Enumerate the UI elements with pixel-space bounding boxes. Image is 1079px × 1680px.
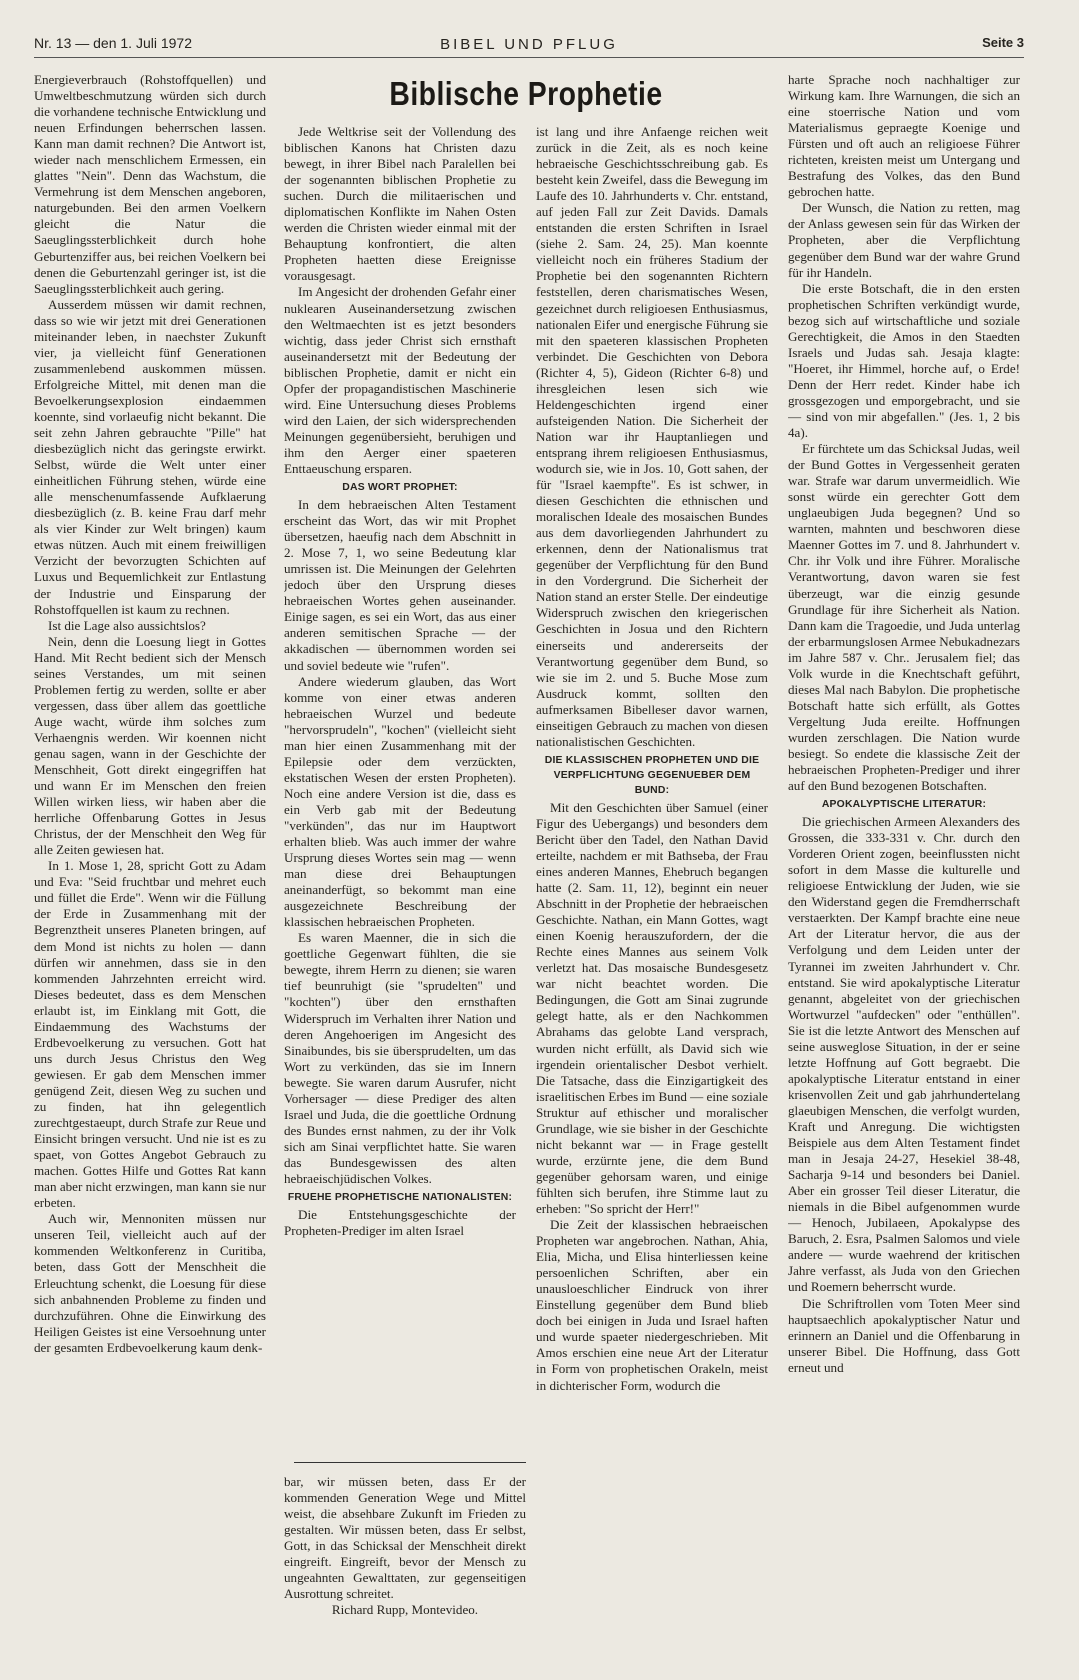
paragraph: Mit den Geschichten über Samuel (einer Figur des Uebergangs) und besonders dem Bericht über den Tadel, den Nathan David erteilte, nachdem er mit Bathseba, der Frau eines anderen Mannes, Ehebruch begangen hatte (2. Sam. 11, 12), beginnt ein neuer Abschnitt in der Prophetie der hebraeischen Geschichte. Nathan, ein Mann Gottes, wagt einen Koenig herauszufordern, der die Rechte eines Mannes aus seinem Volk verletzt hat. Das mosaische Bundesgesetz war nicht beachtet worden. Die Bedingungen, die Gott am Sinai zugrunde gelegt hatte, als er den Nachkommen Abrahams das gelobte Land versprach, wurden nicht erfüllt, als David sich wie irgendein orientalischer Desbot verhielt. Die Tatsache, dass die Einzigartigkeit des israelitischen Erbes im Bund — eine soziale Struktur auf ethischer und moralischer Grundlage, wie sie bisher in der Geschichte nicht bekannt war — in Frage gestellt wurde, erzürnte jene, die dem Bund gegenüber gehorsam waren, und einige fühlten sich berufen, ihre Stimme laut zu erheben: "So spricht der Herr!" (536, 799, 768, 1216)
paragraph: Er fürchtete um das Schicksal Judas, weil der Bund Gottes in Vergessenheit geraten war. Strafe war darum unvermeidlich. Wie sonst würde ein gerechter Gott dem unglaeubigen Juda begegnen? Und so warnten, mahnten und beschworen diese Maenner Gottes im 7. und 8. Jahrhundert v. Chr. ihr Volk und ihre Führer. Moralische Verantwortung, davon waren sie fest überzeugt, war die einzig gesunde Grundlage für ihre Sicherheit als Nation. Dann kam die Tragoedie, und Juda unterlag der erbarmungslosen Armee Nebukadnezars im Jahre 587 v. Chr.. Jerusalem fiel; das Volk wurde in die Knechtschaft geführt, dieses Mal nach Babylon. Die prophetische Botschaft hatte sich erfüllt, als Gottes Vergeltung Juda ereilte. Hoffnungen wurden zerschlagen. Die Nation wurde besiegt. So endete die klassische Zeit der hebraeischen Propheten-Prediger und ihrer auf den Bund bezogenen Botschaften. (788, 441, 1020, 794)
issue-date: Nr. 13 — den 1. Juli 1972 (34, 35, 192, 51)
paragraph: harte Sprache noch nachhaltiger zur Wirkung kam. Ihre Warnungen, die sich an eine stoerrische Nation und vom Materialismus gepraegte Koenige und Fürsten und oft auch an religioese Führer richteten, kreisten meist um Untergang und Bestrafung des Volkes, das den Bund gebrochen hatte. (788, 72, 1020, 200)
paragraph: ist lang und ihre Anfaenge reichen weit zurück in die Zeit, als es noch keine hebraeische Geschichtsschreibung gab. Es besteht kein Zweifel, dass die Bewegung im Laufe des 10. Jahrhunderts v. Chr. entstand, auf jeden Fall zur Zeit Davids. Damals entstanden die ersten Schriften in Israel (siehe 2. Sam. 24, 25). Man koennte vielleicht noch ein früheres Stadium der Prophetie bei den sogenannten Richtern feststellen, deren charismatisches Wesen, gezeichnet durch religioesen Enthusiasmus, nationalen Eifer und energische Führung sie mit den spaeteren klassischen Propheten verbindet. Die Geschichten von Debora (Richter 4, 5), Gideon (Richter 6-8) und ihresgleichen lesen sich wie Heldengeschichten irgend einer aufsteigenden Nation. Die Sicherheit der Nation war ihr Hauptanliegen und entsprang ihrem religioesen Enthusiasmus, wodurch sie, wie in Jos. 10, Gott sahen, der für "Israel kaempfte". Es ist schwer, in diesen Geschichten die ethnischen und moralischen Ideale des mosaischen Bundes aus dem davorliegenden Jahrhundert zu erkennen, denn der Nationalismus trat gegenüber der Verpflichtung für den Bund in den Vordergrund. Die Sicherheit der Nation stand an erster Stelle. Der eindeutige Widerspruch zwischen den kriegerischen Geschichten in Josua und den Richtern einerseits und andererseits der Verantwortung gegenüber dem Bund, so wie sie im 2. und 5. Buche Mose zum Ausdruck kommt, sollten den aufmerksamen Bibelleser davor warnen, einseitigen Gebrauch zu machen von diesen nationalistischen Geschichten. (536, 124, 768, 749)
column-2 (284, 124, 516, 1670)
paragraph: Die Entstehungsgeschichte der Propheten-Prediger im alten Israel (284, 1207, 516, 1239)
paragraph: Nein, denn die Loesung liegt in Gottes Hand. Mit Recht bedient sich der Mensch seines Verstandes, um mit seinen Problemen fertig zu werden, sollte er aber vergessen, dass über allem das goettliche Auge wacht, würde ihm solches zum Verhaengnis werden. Wir koennen nicht genau sagen, wann in der Geschichte der Menschheit, Gott direkt eingegriffen hat und wann Er im Menschen den freien Willen wirken liess, wir haben aber die herrliche Offenbarung Gottes in Jesus Christus, der der Menschheit den Weg für alle Zeiten gewiesen hat. (34, 633, 266, 858)
column-1 (34, 72, 266, 1670)
author-signature: Richard Rupp, Montevideo. (331, 1602, 479, 1618)
paragraph: Im Angesicht der drohenden Gefahr einer nuklearen Auseinandersetzung zwischen den Weltmaechten ist es jetzt besonders wichtig, dass jeder Christ sich ernsthaft auseinandersetzt mit der Bedeutung der biblischen Prophetie, damit er nicht ein Opfer der propagandistischen Maschinerie wird. Eine Untersuchung dieses Problems wird den Laien, der sich widersprechenden Meinungen gegenübersieht, beruhigen und ihm den Aerger einer spaeteren Enttaeuschung ersparen. (284, 284, 516, 476)
paragraph: Es waren Maenner, die in sich die goettliche Gegenwart fühlten, die sie bewegte, ihrem Herrn zu dienen; sie waren tief beunruhigt (sie "sprudelten" und "kochten") über den ernsthaften Widerspruch im Verhalten ihrer Nation und deren Angehoerigen im Angesicht des Sinaibundes, bis sie übersprudelten, um das Wort zu verkünden, das sie im Innern bewegte. Sie waren darum Ausrufer, nicht Vorhersager — diese Prediger des alten Israel und Juda, die die goettliche Ordnung des Bundes ernst nahmen, zu der ihr Volk sich am Sinai verpflichtet hatte. Sie waren das Bundesgewissen des alten hebraeischjüdischen Volkes. (284, 930, 516, 1186)
closing-text (284, 1474, 526, 1618)
paragraph: Die Zeit der klassischen hebraeischen Propheten war angebrochen. Nathan, Ahia, Elia, Micha, und Elisa hinterliessen keine persoenlichen Schriften, aber ein unausloeschlicher Eindruck von ihrer Einstellung gegenüber dem Bund blieb doch bei einigen in Juda und Israel haften und wurde spaeter niedergeschrieben. Mit Amos erschien eine neue Art der Literatur in Form von prophetischen Orakeln, meist in dichterischer Form, wodurch die (536, 1217, 768, 1393)
article-title: Biblische Prophetie (389, 75, 663, 112)
paragraph: Jede Weltkrise seit der Vollendung des biblischen Kanons hat Christen dazu bewegt, in ihrer Bibel nach Paralellen bei der sogenannten biblischen Prophetie zu suchen. Durch die militaerischen und diplomatischen Konflikte im Nahen Osten werden die Christen wieder einmal mit der Behauptung konfrontiert, die alten Propheten haetten diese Ereignisse vorausgesagt. (284, 124, 516, 284)
divider-rule (294, 1462, 526, 1463)
section-heading: DAS WORT PROPHET: (342, 482, 458, 494)
column-3 (536, 124, 768, 1670)
paragraph: In 1. Mose 1, 28, spricht Gott zu Adam und Eva: "Seid fruchtbar und mehret euch und füllet die Erde". Wenn wir die Füllung der Erde in Zusammenhang mit der Begrenztheit unseres Planeten bringen, auf dem Mond ist nichts zu holen — dann dürfen wir annehmen, dass sie in den kommenden Jahrzehnten erreicht wird. Dieses bedeutet, dass es dem Menschen erlaubt ist, im Einklang mit Gott, die Eindaemmung des Wachstums der Erdbevoelkerung zu versuchen. Gott hat uns durch Jesus Christus den Weg gewiesen. Er gab dem Menschen immer genügend Zeit, diesen Weg zu suchen und zu finden, hat ihn gelegentlich zurechtgestaeupt, durch Strafe zur Reue und Einsicht bringen versucht. Und nie ist es zu spaet, von Gottes Angebot Gebrauch zu machen. Gottes Hilfe und Gottes Rat kann man aber nicht erzwingen, man kann sie nur erbeten. (34, 858, 266, 1211)
paragraph: Die Schriftrollen vom Toten Meer sind hauptsaechlich apokalyptischer Natur und erinnern an Daniel und die Offenbarung in unserer Bibel. Die Hoffnung, dass Gott erneut und (788, 1295, 1020, 1375)
paragraph: Ist die Lage also aussichtslos? (48, 617, 206, 633)
paragraph: Der Wunsch, die Nation zu retten, mag der Anlass gewesen sein für das Wirken der Propheten, aber die Verpflichtung gegenüber dem Bund war der wahre Grund für ihr Handeln. (788, 200, 1020, 280)
paragraph: Energieverbrauch (Rohstoffquellen) und Umweltbeschmutzung würden sich durch die vorhandene technische Entwicklung und neuen Erfindungen beherrschen lassen. Kann man damit rechnen? Die Antwort ist, wieder nach menschlichem Ermessen, ein glattes "Nein". Denn das Wachstum, die Vermehrung ist dem Menschen angeboren, naturgebunden. Bei den armen Voelkern gleicht die Natur die Saeuglingssterblichkeit durch hohe Geburtenziffer aus, bei reichen Voelkern bei denen die Geburtenzahl geringer ist, ist die Saeuglingssterblichkeit auch gering. (34, 72, 266, 296)
paragraph: Andere wiederum glauben, das Wort komme von einer etwas anderen hebraeischen Wurzel und bedeute "hervorsprudeln", "kochen" (vielleicht sieht man hier einen Zusammenhang mit der Epilepsie oder dem verzückten, ekstatischen Wesen der ersten Propheten). Noch eine andere Version ist die, dass es ein Verb gab mit der Bedeutung "verkünden", das nur im Hauptwort erhalten blieb. Was auch immer der wahre Ursprung dieses Wortes sein mag — wenn man diese drei Behauptungen aneinanderfügt, so bekommt man eine ausgezeichnete Beschreibung der klassischen hebraeischen Propheten. (284, 673, 516, 930)
section-heading: APOKALYPTISCHE LITERATUR: (821, 799, 987, 811)
page-header (34, 33, 1024, 58)
paragraph: In dem hebraeischen Alten Testament erscheint das Wort, das wir mit Prophet übersetzen, haeufig nach dem Abschnitt in 2. Mose 7, 1, wo seine Bedeutung klar umrissen ist. Die Meinungen der Gelehrten jedoch über den Ursprung dieses hebraeischen Wortes gehen auseinander. Einige sagen, es sei ein Wort, das aus einer anderen semitischen Sprache — der akkadischen — übernommen worden sei und soviel bedeute wie "rufen". (284, 497, 516, 673)
newspaper-name: BIBEL UND PFLUG (440, 36, 618, 53)
paragraph: Auch wir, Mennoniten müssen nur unseren Teil, vielleicht auch auf der kommenden Weltkonferenz in Curitiba, beten, dass Gott der Menschheit die Erleuchtung schenkt, die Loesung für diese sich anbahnenden Probleme zu finden und durchzuführen. Ohne die Einwirkung des Heiligen Geistes ist eine Versoehnung unter der gesamten Erdbevoelkerung kaum denk- (34, 1211, 266, 1355)
paragraph: Die griechischen Armeen Alexanders des Grossen, die 333-331 v. Chr. durch den Vorderen Orient zogen, beeinflussten nicht sofort in dem Masse die kulturelle und religioese Entwicklung der Juden, wie sie den Widerstand gegen die Fremdherrschaft verstaerkten. Der Kampf brachte eine neue Art der Literatur hervor, die aus der Verfolgung und dem Leiden unter der Tyrannei im zweiten Jahrhundert v. Chr. entstand. Sie wird apokalyptische Literatur genannt, abgeleitet von der griechischen Wortwurzel "aufdecken" oder "enthüllen". Sie ist die letzte Antwort des Menschen auf seine ausweglose Situation, in der er seine letzte Hoffnung auf Gott begraebt. Die apokalyptische Literatur entstand in einer krisenvollen Zeit und gab jahrhundertelang glaeubigen Menschen, die verfolgt wurden, Kraft und Anregung. Die wichtigsten Beispiele aus dem Alten Testament findet man in Jesaja 24-27, Hesekiel 38-48, Sacharja 9-14 und besonders bei Daniel. Aber ein grosser Teil dieser Literatur, die niemals in die Bibel aufgenommen wurde — Henoch, Jubilaeen, Apokalypse des Baruch, 2. Esra, Psalmen Salomos und viele andere — wurde waehrend der kritischen Jahre verfasst, als Juda von den Griechen und Roemern beherrscht wurde. (788, 814, 1020, 1295)
section-heading: FRUEHE PROPHETISCHE NATIONALISTEN: (287, 1192, 513, 1204)
section-heading: DIE KLASSISCHEN PROPHETEN UND DIE VERPFLICHTUNG GEGENUEBER DEM BUND: (544, 754, 760, 796)
paragraph: bar, wir müssen beten, dass Er der kommenden Generation Wege und Mittel weist, die absehbare Zukunft im Frieden zu gestalten. Wir müssen beten, dass Er selbst, Gott, in das Schicksal der Menschheit direkt eingreift. Eingreift, bevor der Mensch zu ungeahnten Gewalttaten, zur gegenseitigen Ausrottung schreitet. (284, 1474, 526, 1602)
page-number: Seite 3 (982, 35, 1024, 50)
paragraph: Die erste Botschaft, die in den ersten prophetischen Schriften verkündigt wurde, bezog sich auf wirtschaftliche und soziale Gerechtigkeit, die Amos in den Staedten Israels und Judas sah. Jesaja klagte: "Hoeret, ihr Himmel, horche auf, o Erde! Denn der Herr redet. Kinder habe ich grossgezogen und emporgebracht, und sie — sind von mir abgefallen." (Jes. 1, 2 bis 4a). (788, 280, 1020, 441)
paragraph: Ausserdem müssen wir damit rechnen, dass so wie wir jetzt mit drei Generationen miteinander leben, in naechster Zukunft vier, ja vielleicht fünf Generationen zusammenlebend auskommen müssen. Erfolgreiche Mittel, mit denen man die Bevoelkerungsexplosion eindaemmen koennte, sind vorlaeufig nicht bekannt. Die seit zehn Jahren gebrauchte "Pille" hat diesbezüglich nicht das geringste erwirkt. Selbst, würde die Welt unter einer einheitlichen Führung stehen, würde eine alle menschenumfassende Aufklaerung diesbezüglich (z. B. keine Frau darf mehr als vier Kinder zur Welt bringen) kaum etwas nützen. Auch mit einem freiwilligen Verzicht der bevorzugten Schichten auf Luxus und Bequemlichkeit zur Entlastung der Industrie und Einsparung der Rohstoffquellen ist kaum zu rechnen. (34, 296, 266, 617)
column-4 (788, 72, 1020, 1670)
